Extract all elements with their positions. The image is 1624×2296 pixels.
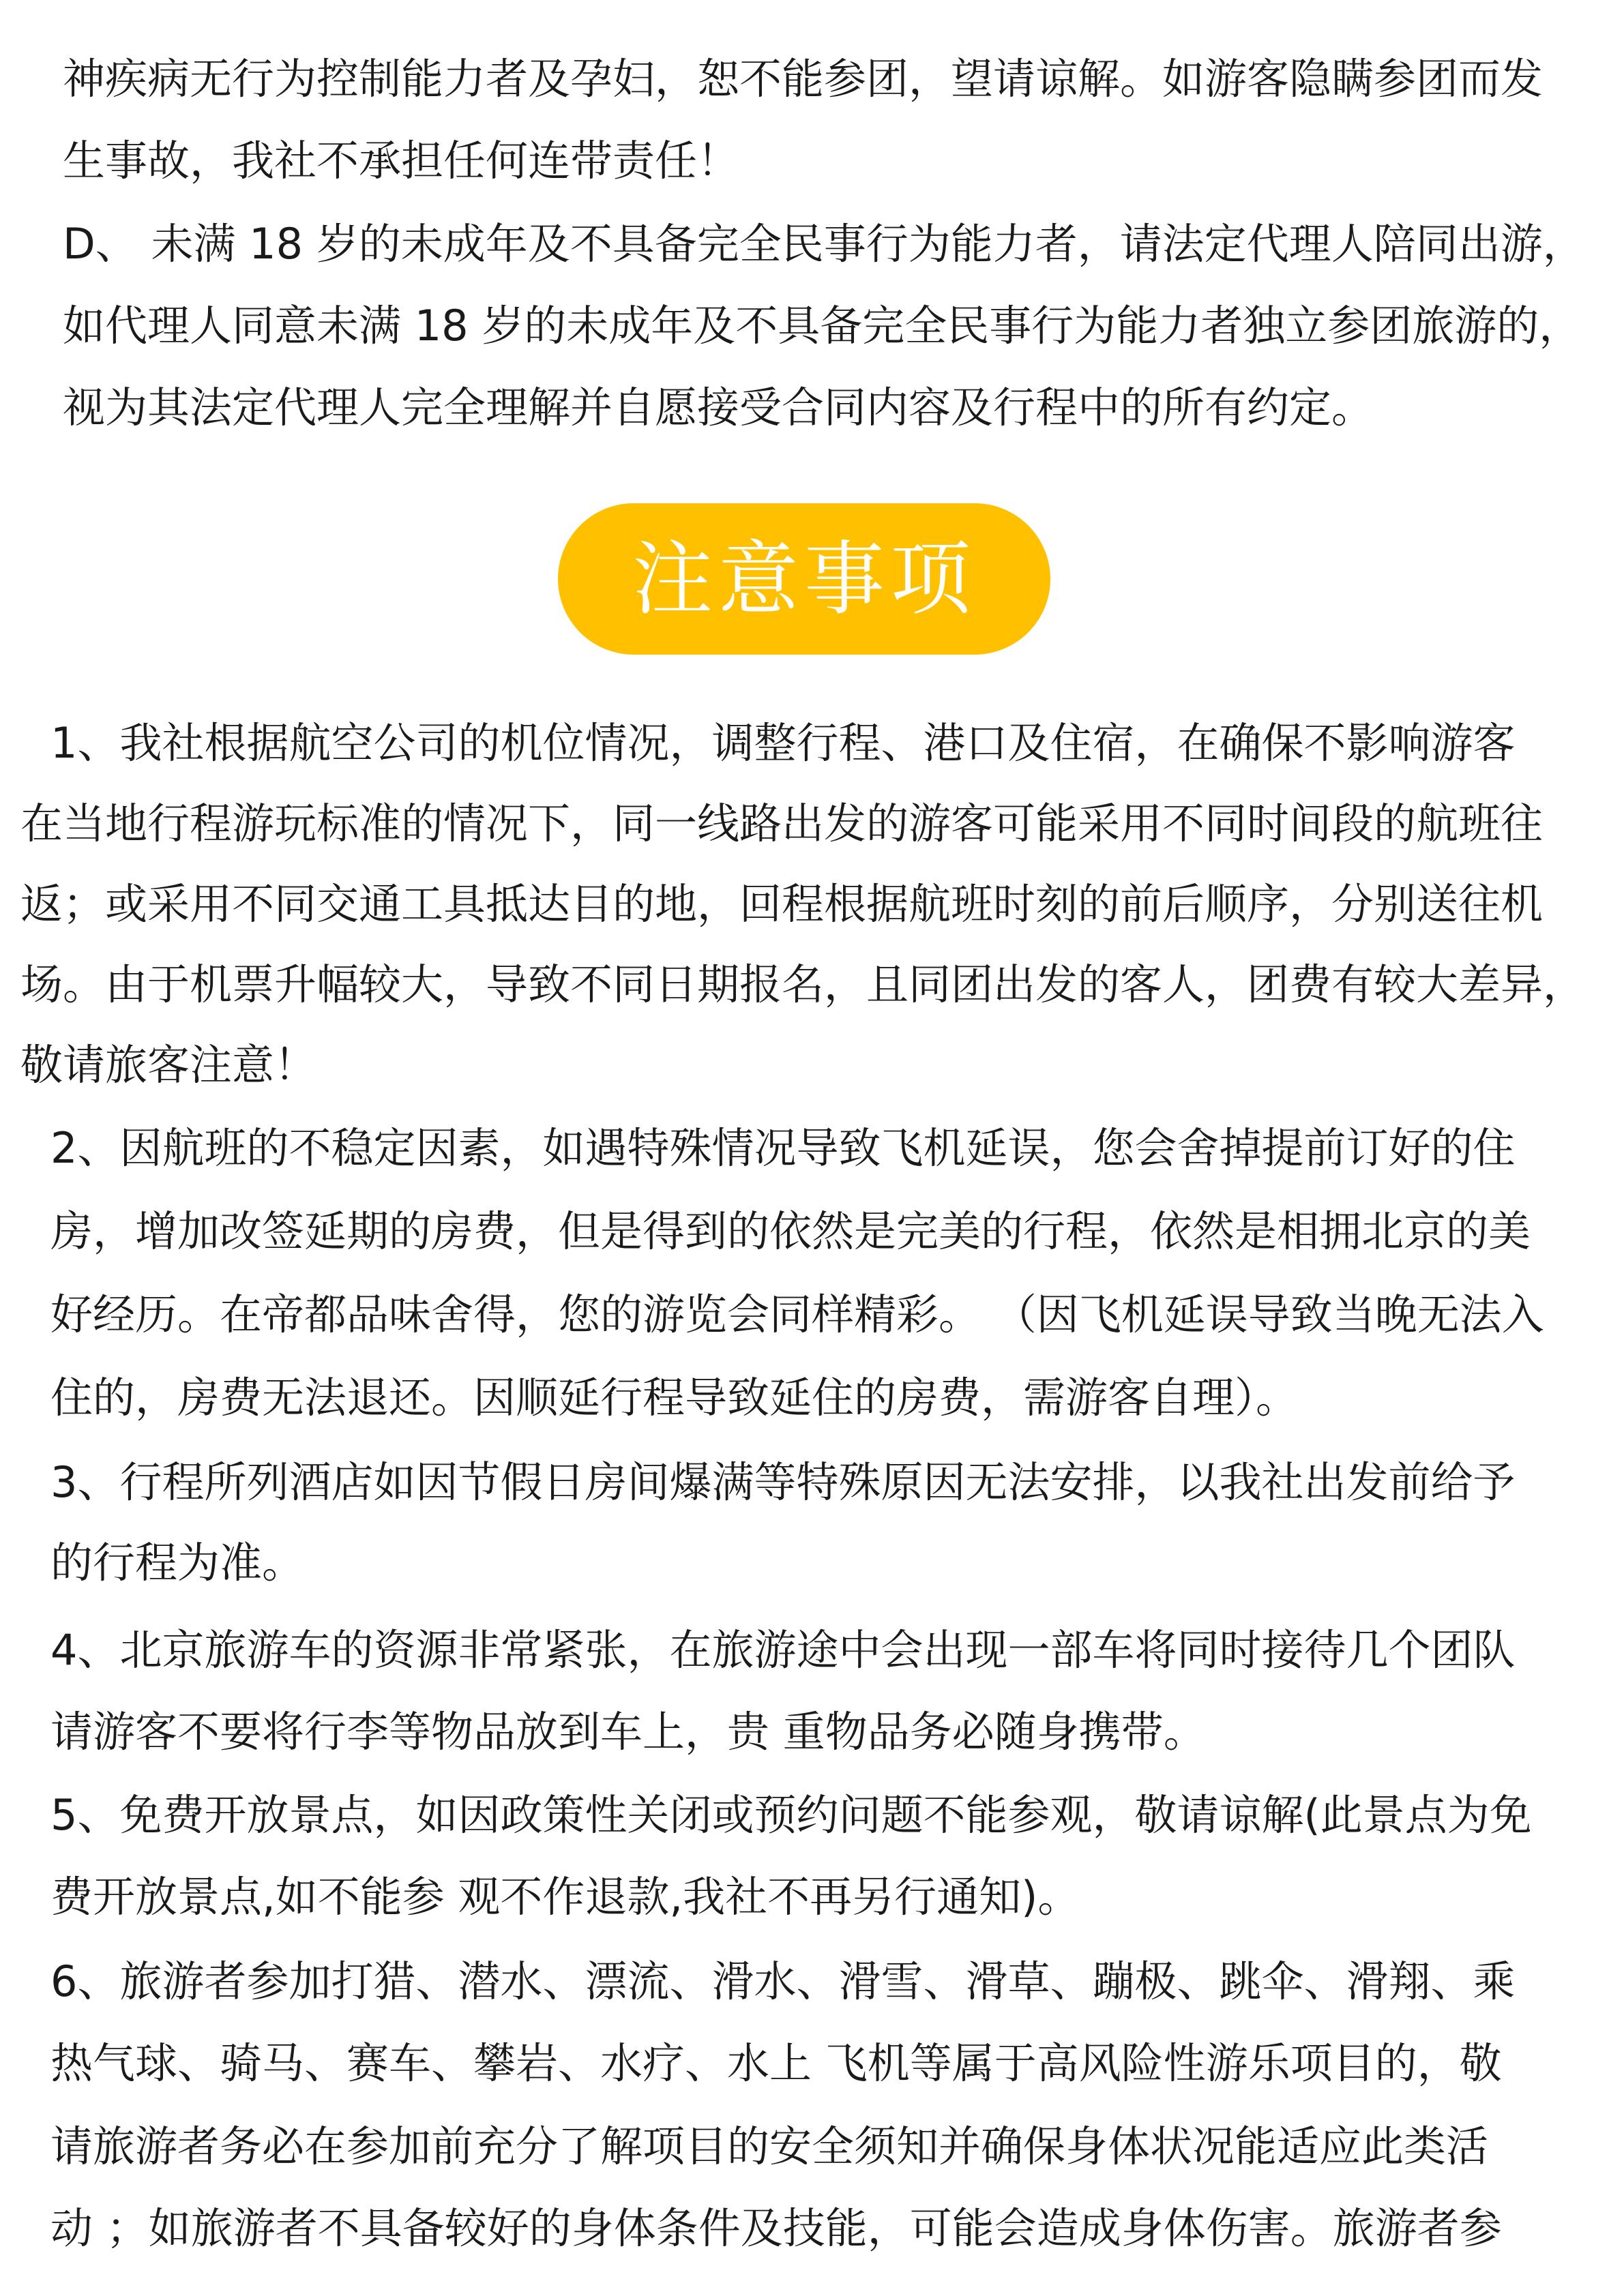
intro-line: 如代理人同意未满 18 岁的未成年及不具备完全民事行为能力者独立参团旅游的，	[63, 301, 1582, 351]
section-title: 注意事项	[632, 532, 976, 626]
note-line: 6、旅游者参加打猎、潜水、漂流、滑水、滑雪、滑草、蹦极、跳伞、滑翔、乘	[50, 1956, 1516, 2006]
note-line: 动 ；如旅游者不具备较好的身体条件及技能，可能会造成身体伤害。旅游者参	[50, 2203, 1502, 2253]
intro-line: 神疾病无行为控制能力者及孕妇，恕不能参团，望请谅解。如游客隐瞒参团而发	[63, 54, 1544, 104]
section-heading-pill	[558, 503, 1050, 655]
intro-line: 视为其法定代理人完全理解并自愿接受合同内容及行程中的所有约定。	[63, 383, 1374, 432]
note-line: 场。由于机票升幅较大，导致不同日期报名，且同团出发的客人，团费有较大差异，	[20, 959, 1586, 1009]
note-line: 住的，房费无法退还。因顺延行程导致延住的房费，需游客自理）。	[50, 1373, 1299, 1422]
note-line: 2、因航班的不稳定因素，如遇特殊情况导致飞机延误，您会舍掉提前订好的住	[50, 1123, 1516, 1173]
note-line: 在当地行程游玩标准的情况下，同一线路出发的游客可能采用不同时间段的航班往	[20, 799, 1544, 848]
note-line: 5、免费开放景点，如因政策性关闭或预约问题不能参观，敬请谅解(此景点为免	[50, 1790, 1532, 1840]
note-line: 4、北京旅游车的资源非常紧张，在旅游途中会出现一部车将同时接待几个团队	[50, 1625, 1516, 1675]
note-line: 返；或采用不同交通工具抵达目的地，回程根据航班时刻的前后顺序，分别送往机	[20, 879, 1544, 929]
intro-line: 生事故，我社不承担任何连带责任！	[63, 136, 740, 185]
note-line: 3、行程所列酒店如因节假日房间爆满等特殊原因无法安排，以我社出发前给予	[50, 1457, 1516, 1507]
note-line: 好经历。在帝都品味舍得，您的游览会同样精彩。 （因飞机延误导致当晚无法入	[50, 1289, 1544, 1339]
note-line: 请旅游者务必在参加前充分了解项目的安全须知并确保身体状况能适应此类活	[50, 2121, 1489, 2171]
note-line: 请游客不要将行李等物品放到车上，贵 重物品务必随身携带。	[50, 1707, 1206, 1757]
note-line: 1、我社根据航空公司的机位情况，调整行程、港口及住宿，在确保不影响游客	[50, 718, 1516, 768]
note-line: 房，增加改签延期的房费，但是得到的依然是完美的行程，依然是相拥北京的美	[50, 1206, 1531, 1256]
note-line: 费开放景点,如不能参 观不作退款,我社不再另行通知)。	[50, 1872, 1080, 1922]
note-line: 敬请旅客注意！	[20, 1040, 317, 1090]
intro-line: D、 未满 18 岁的未成年及不具备完全民事行为能力者，请法定代理人陪同出游，	[63, 219, 1585, 269]
note-line: 热气球、骑马、赛车、攀岩、水疗、水上 飞机等属于高风险性游乐项目的，敬	[50, 2038, 1502, 2088]
note-line: 的行程为准。	[50, 1538, 305, 1587]
